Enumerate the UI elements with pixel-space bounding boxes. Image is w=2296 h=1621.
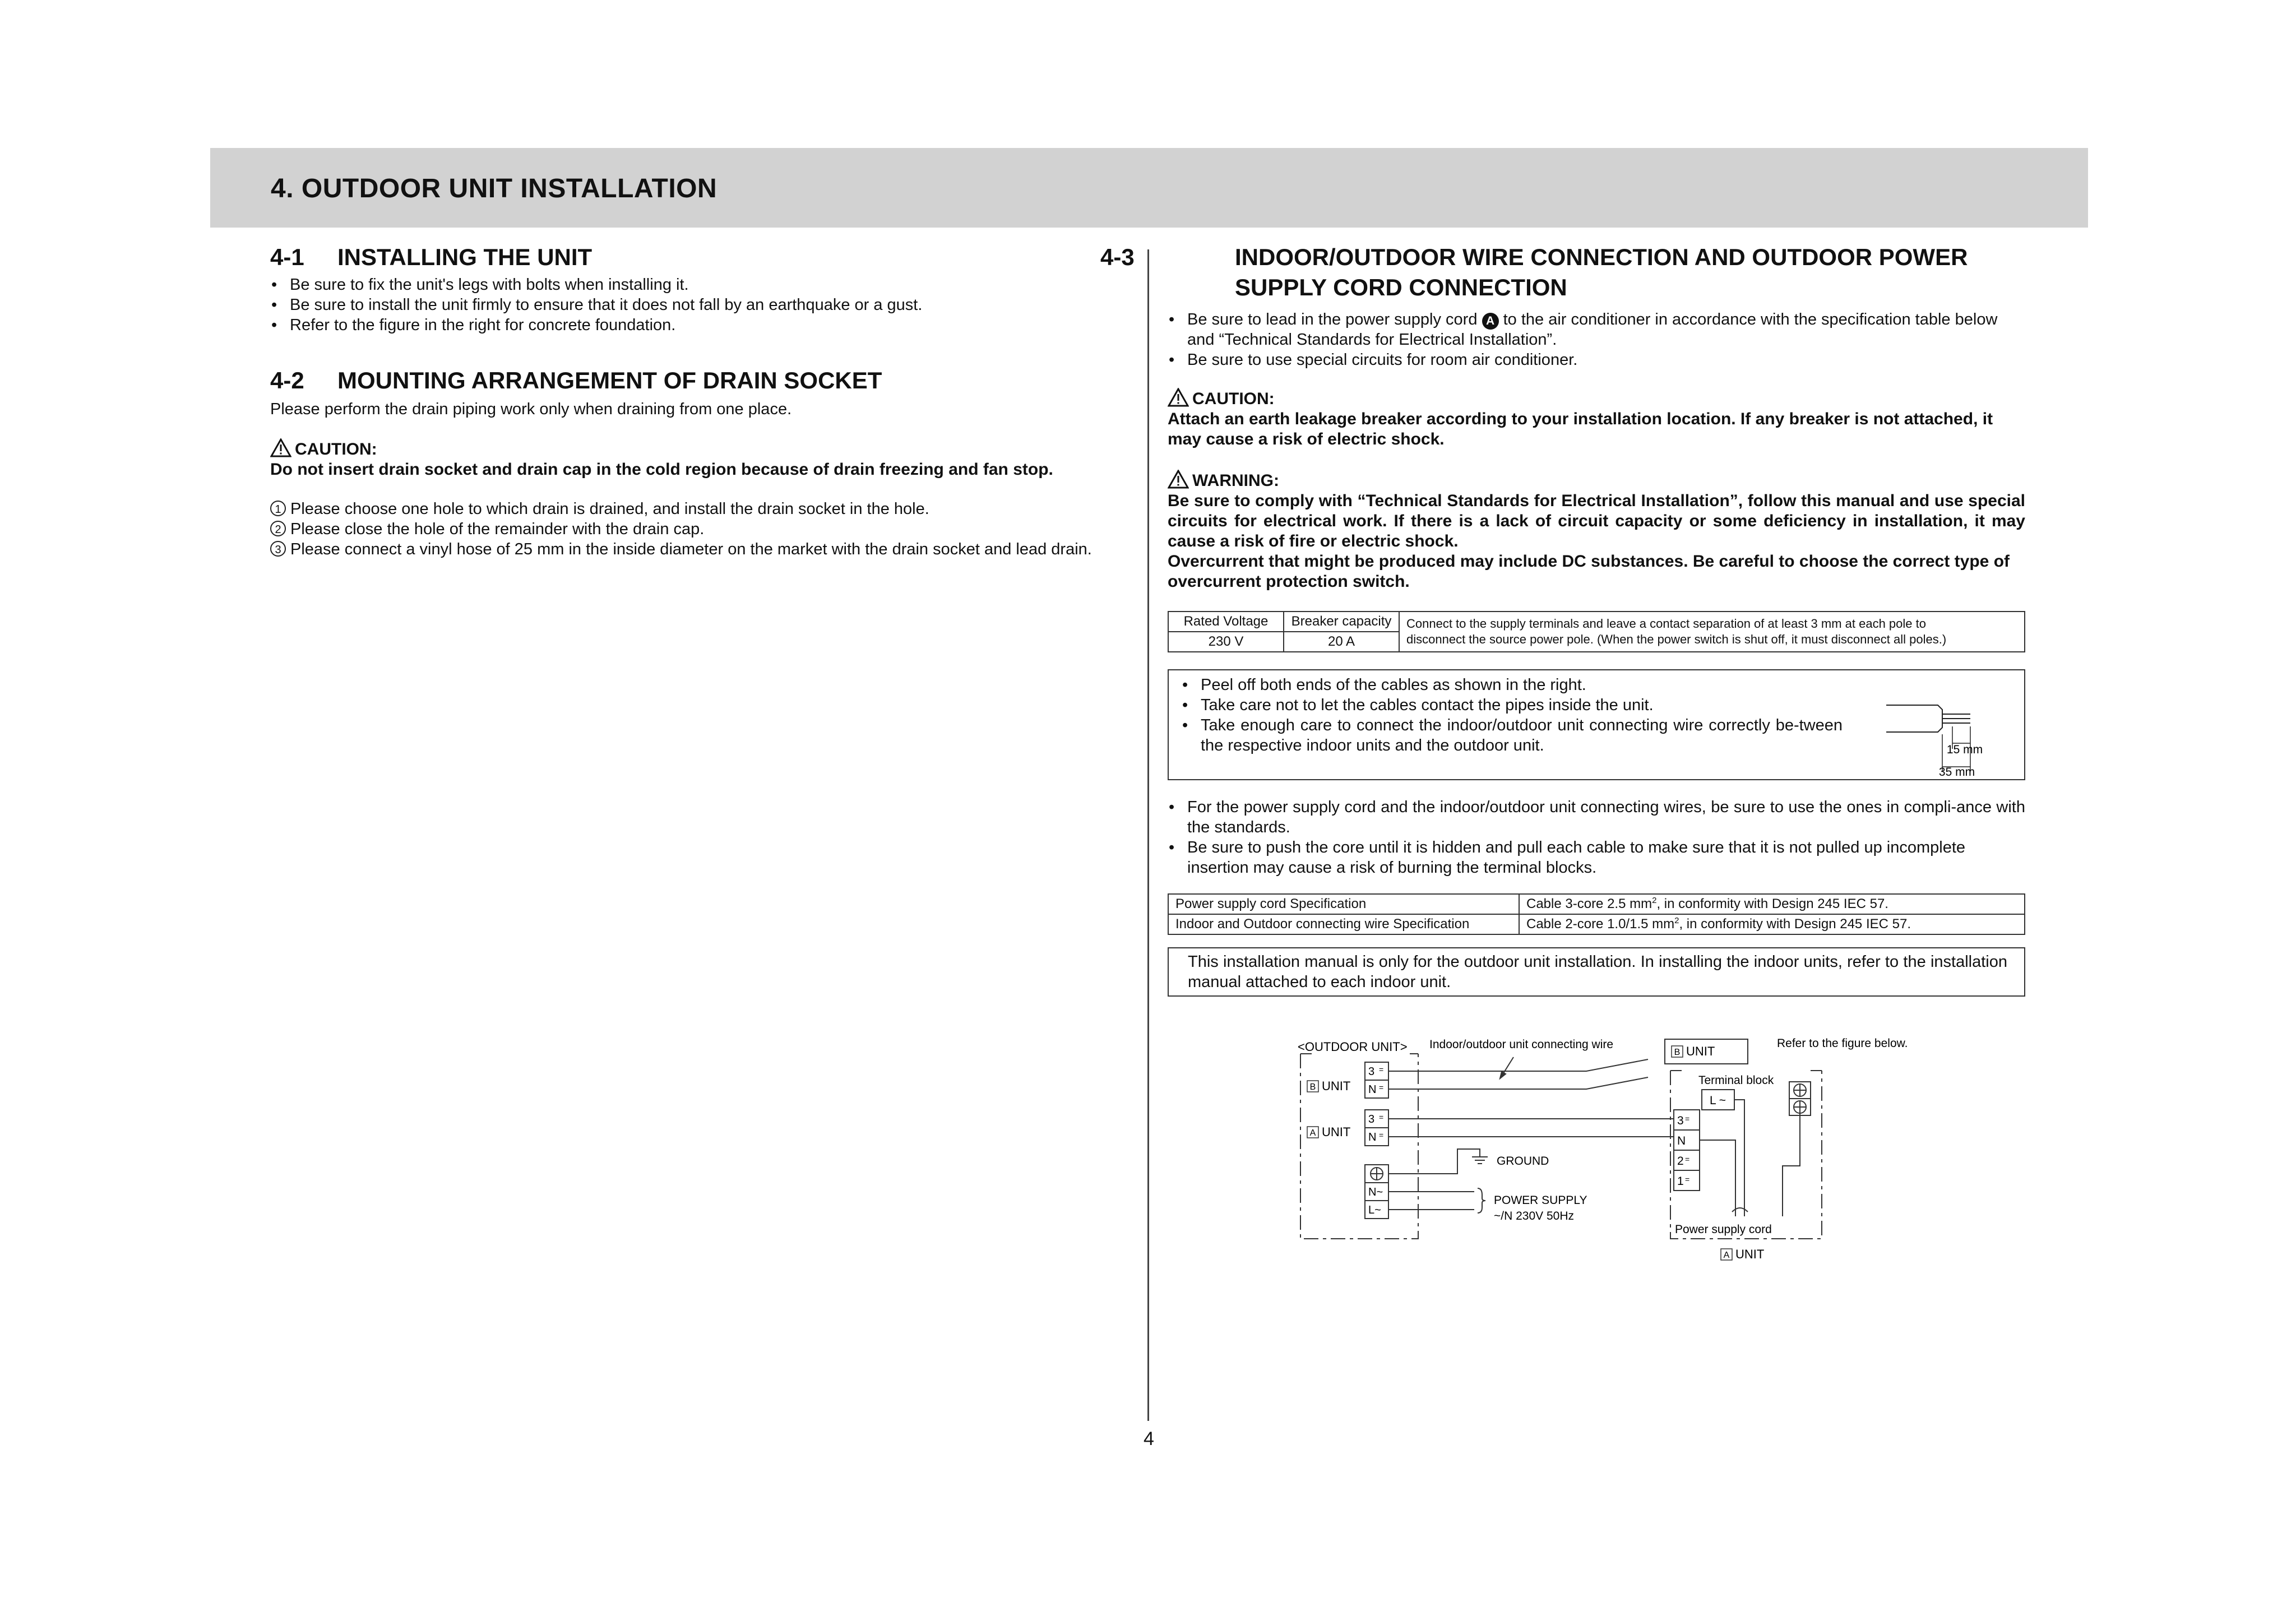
dc-symbol: = — [1379, 1113, 1384, 1122]
list-item — [270, 499, 1136, 519]
warning-text: Be sure to comply with “Technical Standards for Electrical Installation”, follow this manual and use special circuits for electrical work. If there is a lack of circuit capacity or some deficiency in installation, it may cause a risk of fire or electric shock. — [1168, 492, 2025, 550]
list-item: • Be sure to install the unit firmly to ensure that it does not fall by an earthquake or a gust. — [270, 295, 1136, 315]
caution-text: Attach an earth leakage breaker according to your installation location. If any breaker is not attached, it may cause a risk of electric shock. — [1168, 410, 1993, 448]
bullet-text: Be sure to lead in the power supply cord — [1187, 311, 1478, 328]
table-row — [1168, 612, 2025, 632]
list-item — [270, 539, 1136, 559]
table-cell: Indoor and Outdoor connecting wire Specification — [1168, 914, 1519, 934]
cell-text: Cable 3-core 2.5 mm — [1526, 896, 1652, 911]
superscript: 2 — [1674, 916, 1679, 925]
terminal-label: 3 — [1677, 1114, 1684, 1127]
breaker-table — [1168, 611, 2025, 652]
list-item: • Peel off both ends of the cables as shown in the right. — [1181, 675, 1843, 695]
indoor-b-unit-box-label — [1672, 1044, 1715, 1058]
warning-heading — [1168, 470, 2025, 491]
caution-heading — [1168, 388, 2025, 409]
section-4-2-heading — [270, 365, 1136, 396]
caution-label: CAUTION: — [1192, 390, 1275, 408]
drain-steps — [270, 499, 1136, 559]
outdoor-unit-label: <OUTDOOR UNIT> — [1298, 1040, 1408, 1054]
list-item: • Take enough care to connect the indoor/outdoor unit connecting wire correctly be-tween the respective indoor units and the outdoor unit. — [1181, 715, 1843, 756]
cable-bullets — [1181, 675, 1843, 756]
table-header: Breaker capacity — [1284, 612, 1399, 632]
power-spec-label: ~/N 230V 50Hz — [1494, 1210, 1575, 1222]
list-item: • For the power supply cord and the indoor/outdoor unit connecting wires, be sure to use the ones in compli-ance with the standards. — [1168, 797, 2025, 837]
section-4-3-bullets — [1168, 309, 2025, 370]
letter-b: B — [1309, 1082, 1316, 1092]
chapter-title: 4. OUTDOOR UNIT INSTALLATION — [271, 174, 718, 203]
list-item — [270, 519, 1136, 539]
note-text: This installation manual is only for the outdoor unit installation. In installing the indoor units, refer to the installation manual attached to each indoor unit. — [1188, 953, 2007, 991]
table-row — [1168, 894, 2025, 914]
table-cell: 230 V — [1168, 632, 1284, 652]
terminal-label: N — [1368, 1131, 1377, 1143]
terminal-label: L~ — [1368, 1204, 1381, 1216]
terminal-block-label: Terminal block — [1698, 1074, 1774, 1087]
section-number: 4-1 — [270, 244, 304, 270]
terminal-label: 3 — [1368, 1113, 1375, 1126]
letter-a: A — [1309, 1128, 1316, 1138]
terminal-label: N~ — [1368, 1186, 1383, 1198]
terminal-label: 2 — [1677, 1155, 1684, 1168]
dc-symbol: = — [1685, 1155, 1690, 1164]
cable-peel-box — [1168, 669, 2025, 780]
dc-symbol: = — [1379, 1131, 1384, 1140]
table-note — [1399, 612, 2025, 652]
warning-text: Overcurrent that might be produced may include DC substances. Be careful to choose the correct type of overcurrent protection switch. — [1168, 552, 2010, 591]
letter-a: A — [1723, 1251, 1730, 1260]
bullet-text: to the air conditioner in accordance with the specification table below and “Technical Standards for Electrical Installation”. — [1187, 311, 1998, 349]
terminal-label: 1 — [1677, 1175, 1684, 1188]
table-row — [1168, 914, 2025, 934]
refer-label: Refer to the figure below. — [1777, 1037, 1908, 1050]
power-supply-label: POWER SUPPLY — [1494, 1194, 1587, 1207]
indoor-a-unit-bottom-label — [1721, 1247, 1764, 1261]
dc-symbol: = — [1685, 1175, 1690, 1184]
marker-a-icon: A — [1482, 313, 1499, 330]
dc-symbol: = — [1379, 1083, 1384, 1092]
note-box — [1168, 947, 2025, 997]
dimension-35mm: 35 mm — [1938, 766, 1975, 777]
section-title: INSTALLING THE UNIT — [337, 244, 592, 270]
wiring-diagram-svg — [1289, 1031, 1939, 1278]
note-line: Connect to the supply terminals and leave a contact separation of at least 3 mm at each pole to — [1406, 617, 1926, 631]
table-cell: Power supply cord Specification — [1168, 894, 1519, 914]
a-unit-bottom-label: UNIT — [1735, 1247, 1765, 1261]
wiring-diagram — [1289, 1031, 1939, 1281]
dc-symbol: = — [1379, 1065, 1384, 1074]
b-unit-label: UNIT — [1322, 1079, 1351, 1093]
left-column — [270, 242, 1136, 559]
list-item: • Refer to the figure in the right for concrete foundation. — [270, 315, 1136, 335]
step-text: Please connect a vinyl hose of 25 mm in the inside diameter on the market with the drain socket and lead drain. — [290, 540, 1092, 558]
cable-strip-figure — [1886, 687, 2021, 777]
table-cell — [1519, 894, 2025, 914]
dimension-15mm: 15 mm — [1946, 743, 1983, 756]
cable-standard-bullets — [1168, 797, 2025, 878]
outdoor-b-unit-label — [1307, 1079, 1350, 1093]
table-header: Rated Voltage — [1168, 612, 1284, 632]
chapter-header-bar — [210, 148, 2088, 228]
terminal-label: L ~ — [1710, 1094, 1726, 1107]
dc-symbol: = — [1685, 1114, 1690, 1123]
caution-heading — [270, 438, 1136, 460]
connecting-wire-label: Indoor/outdoor unit connecting wire — [1429, 1038, 1614, 1051]
column-divider — [1147, 249, 1149, 1421]
outdoor-a-unit-label — [1307, 1125, 1350, 1139]
terminal-label: 3 — [1368, 1066, 1375, 1078]
drain-intro: Please perform the drain piping work only when draining from one place. — [270, 400, 792, 418]
warning-triangle-icon — [1168, 470, 1189, 489]
b-unit-top-label: UNIT — [1686, 1044, 1715, 1058]
cell-text: Cable 2-core 1.0/1.5 mm — [1526, 916, 1675, 932]
cell-text: , in conformity with Design 245 IEC 57. — [1679, 916, 1911, 932]
list-item: • Be sure to use special circuits for room air conditioner. — [1168, 350, 2025, 370]
caution-label: CAUTION: — [295, 440, 377, 458]
cable-spec-table — [1168, 893, 2025, 935]
page-number: 4 — [1144, 1428, 1154, 1449]
warning-triangle-icon — [270, 438, 291, 457]
section-title: INDOOR/OUTDOOR WIRE CONNECTION AND OUTDOOR POWER SUPPLY CORD CONNECTION — [1235, 244, 1968, 300]
list-item: • Be sure to push the core until it is hidden and pull each cable to make sure that it is not pulled up incomplete insertion may cause a risk of burning the terminal blocks. — [1168, 837, 2025, 878]
terminal-label: N — [1677, 1134, 1686, 1147]
a-unit-label: UNIT — [1322, 1125, 1351, 1139]
section-title: MOUNTING ARRANGEMENT OF DRAIN SOCKET — [337, 367, 882, 393]
power-cord-label: Power supply cord — [1675, 1223, 1772, 1236]
warning-triangle-icon — [1168, 388, 1189, 407]
table-cell — [1519, 914, 2025, 934]
ground-label: GROUND — [1497, 1155, 1549, 1168]
superscript: 2 — [1652, 896, 1657, 905]
step-number: 2 — [270, 521, 286, 536]
list-item: • Take care not to let the cables contact the pipes inside the unit. — [1181, 695, 1843, 715]
terminal-label: N — [1368, 1083, 1377, 1096]
letter-b: B — [1674, 1048, 1681, 1057]
right-column — [1100, 242, 2025, 997]
section-number: 4-2 — [270, 367, 304, 393]
step-text: Please choose one hole to which drain is drained, and install the drain socket in the hole. — [290, 500, 929, 518]
step-number: 3 — [270, 541, 286, 557]
section-4-1-heading — [270, 242, 1136, 272]
section-4-3-heading — [1100, 242, 2025, 303]
list-item — [1168, 309, 2025, 350]
section-number: 4-3 — [1100, 244, 1135, 270]
note-line: disconnect the source power pole. (When the power switch is shut off, it must disconnect all poles.) — [1406, 632, 1947, 646]
step-text: Please close the hole of the remainder with the drain cap. — [290, 520, 705, 538]
warning-label: WARNING: — [1192, 471, 1279, 490]
step-number: 1 — [270, 501, 286, 516]
table-cell: 20 A — [1284, 632, 1399, 652]
list-item: • Be sure to fix the unit's legs with bolts when installing it. — [270, 275, 1136, 295]
section-4-1-bullets — [270, 275, 1136, 335]
cell-text: , in conformity with Design 245 IEC 57. — [1656, 896, 1888, 911]
caution-text: Do not insert drain socket and drain cap in the cold region because of drain freezing and fan stop. — [270, 460, 1053, 479]
